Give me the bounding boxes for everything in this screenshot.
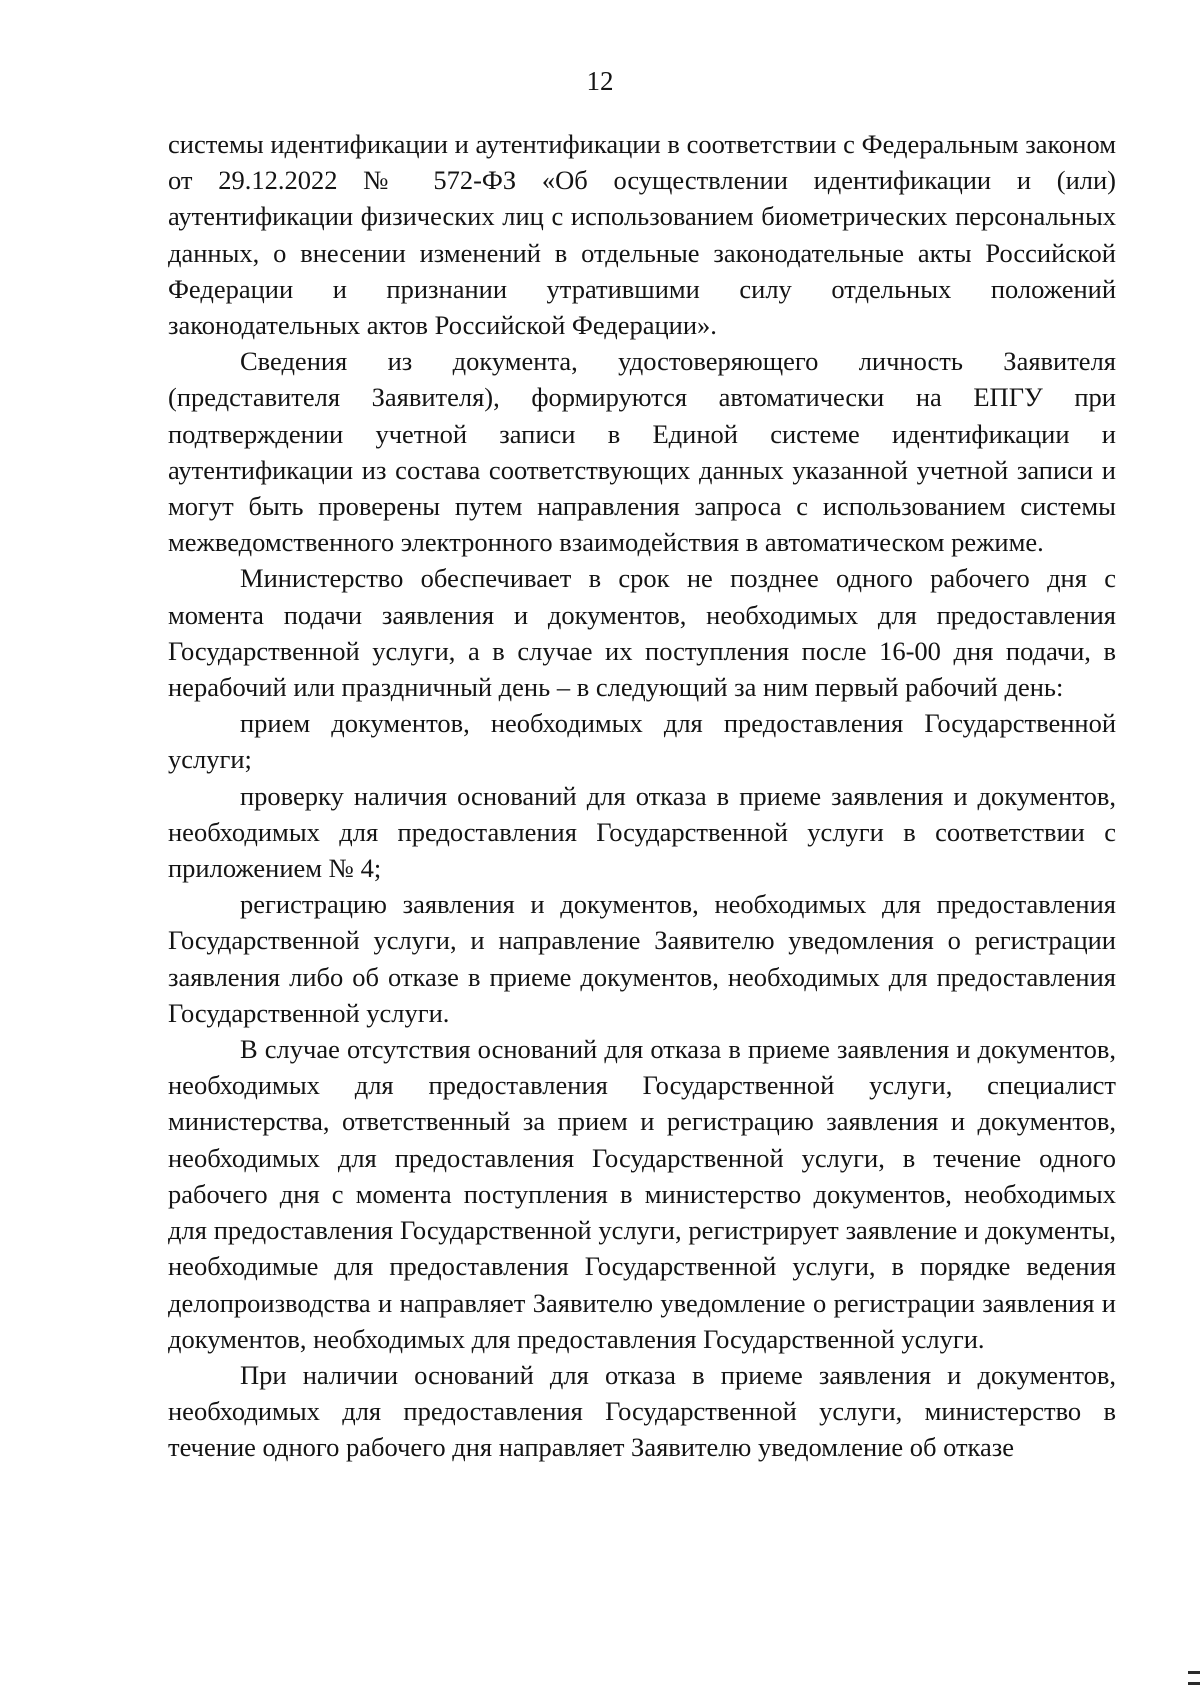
paragraph-ministry-provides: Министерство обеспечивает в срок не позднее одного рабочего дня с момента подачи заявления и документов, необходимых для предоставления Государственной услуги, а в случае их поступления после 16-00 дня подачи, в нерабочий или праздничный день – в следующий за ним первый рабочий день: <box>168 563 1116 703</box>
list-item-grounds-check: проверку наличия оснований для отказа в приеме заявления и документов, необходимых для предоставления Государственной услуги в соответствии с приложением № 4; <box>168 780 1116 884</box>
paragraph-identification-law: системы идентификации и аутентификации в соответствии с Федеральным законом от 29.12.2022 № 572-ФЗ «Об осуществлении идентификации и (или) аутентификации физических лиц с использованием биометрических персональных данных, о внесении изменений в отдельные законодательные акты Российской Федерации и признании утратившими силу отдельных положений законодательных актов Российской Федерации». <box>168 129 1116 341</box>
paragraph-identity-document-data: Сведения из документа, удостоверяющего личность Заявителя (представителя Заявителя), формируются автоматически на ЕПГУ при подтверждении учетной записи в Единой системе идентификации и аутентификации из состава соответствующих данных указанной учетной записи и могут быть проверены путем направления запроса с использованием системы межведомственного электронного взаимодействия в автоматическом режиме. <box>168 346 1116 558</box>
scan-edge-mark <box>1188 1671 1200 1685</box>
document-body <box>168 126 1116 1466</box>
list-item-registration: регистрацию заявления и документов, необходимых для предоставления Государственной услуги, и направление Заявителю уведомления о регистрации заявления либо об отказе в приеме документов, необходимых для предоставления Государственной услуги. <box>168 889 1116 1028</box>
list-item-document-acceptance: прием документов, необходимых для предоставления Государственной услуги; <box>168 708 1116 775</box>
paragraph-grounds-for-refusal: При наличии оснований для отказа в приеме заявления и документов, необходимых для предоставления Государственной услуги, министерство в течение одного рабочего дня направляет Заявителю уведомление об отказе <box>168 1359 1116 1463</box>
paragraph-no-grounds-for-refusal: В случае отсутствия оснований для отказа в приеме заявления и документов, необходимых для предоставления Государственной услуги, специалист министерства, ответственный за прием и регистрацию заявления и документов, необходимых для предоставления Государственной услуги, в течение одного рабочего дня с момента поступления в министерство документов, необходимых для предоставления Государственной услуги, регистрирует заявление и документы, необходимые для предоставления Государственной услуги, в порядке ведения делопроизводства и направляет Заявителю уведомление о регистрации заявления и документов, необходимых для предоставления Государственной услуги. <box>168 1034 1116 1354</box>
page-number: 12 <box>586 66 614 96</box>
